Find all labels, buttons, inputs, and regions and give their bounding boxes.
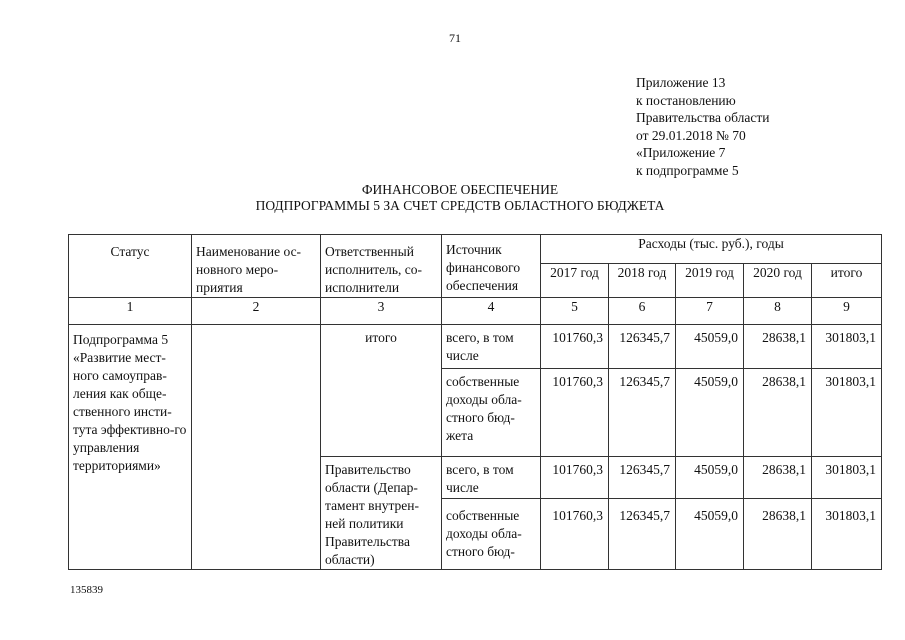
value-cell: 45059,0 bbox=[676, 369, 744, 457]
header-source: Источник финансового обеспечения bbox=[442, 235, 541, 298]
column-number: 5 bbox=[541, 298, 609, 325]
column-number: 7 bbox=[676, 298, 744, 325]
header-year-2020: 2020 год bbox=[744, 264, 812, 298]
column-number: 3 bbox=[321, 298, 442, 325]
financing-table bbox=[68, 234, 882, 570]
document-code: 135839 bbox=[70, 584, 103, 596]
header-total: итого bbox=[812, 264, 882, 298]
value-cell: 28638,1 bbox=[744, 457, 812, 499]
value-cell: 101760,3 bbox=[541, 325, 609, 369]
appendix-line: «Приложение 7 bbox=[636, 145, 726, 160]
value-cell: 45059,0 bbox=[676, 325, 744, 369]
column-number: 8 bbox=[744, 298, 812, 325]
value-cell: 28638,1 bbox=[744, 369, 812, 457]
appendix-line: к постановлению bbox=[636, 92, 736, 108]
appendix-line: к подпрограмме 5 bbox=[636, 162, 739, 178]
appendix-line: Правительства области bbox=[636, 110, 770, 125]
table-row bbox=[69, 325, 882, 369]
value-cell: 301803,1 bbox=[812, 457, 882, 499]
column-number: 6 bbox=[609, 298, 676, 325]
header-executor: Ответственный исполнитель, со-исполнители bbox=[321, 235, 442, 298]
header-expenses: Расходы (тыс. руб.), годы bbox=[541, 235, 882, 264]
title-line: ФИНАНСОВОЕ ОБЕСПЕЧЕНИЕ bbox=[361, 182, 559, 197]
header-status: Статус bbox=[69, 235, 192, 298]
value-cell: 126345,7 bbox=[609, 457, 676, 499]
value-cell: 301803,1 bbox=[812, 325, 882, 369]
column-number: 9 bbox=[812, 298, 882, 325]
column-number: 2 bbox=[192, 298, 321, 325]
header-year-2017: 2017 год bbox=[541, 264, 609, 298]
value-cell: 126345,7 bbox=[609, 498, 676, 569]
source-cell: собственные доходы обла-стного бюд- bbox=[442, 498, 541, 569]
page-number: 71 bbox=[449, 31, 461, 45]
status-cell: Подпрограмма 5 «Развитие мест-ного самоуправ-ления как обще-ственного инсти-тута эффективно-го управления территориями» bbox=[69, 325, 192, 570]
appendix-line: Приложение 13 bbox=[636, 75, 726, 90]
value-cell: 28638,1 bbox=[744, 325, 812, 369]
source-cell: всего, в том числе bbox=[442, 325, 541, 369]
document-title bbox=[160, 182, 760, 214]
value-cell: 301803,1 bbox=[812, 498, 882, 569]
value-cell: 101760,3 bbox=[541, 457, 609, 499]
executor-cell: Правительство области (Депар-тамент внутрен-ней политики Правительства области) bbox=[321, 457, 442, 570]
source-cell: всего, в том числе bbox=[442, 457, 541, 499]
value-cell: 28638,1 bbox=[744, 498, 812, 569]
value-cell: 101760,3 bbox=[541, 498, 609, 569]
name-cell bbox=[192, 325, 321, 570]
column-number: 4 bbox=[442, 298, 541, 325]
source-cell: собственные доходы обла-стного бюд-жета bbox=[442, 369, 541, 457]
header-year-2019: 2019 год bbox=[676, 264, 744, 298]
header-name: Наименование ос-новного меро-приятия bbox=[192, 235, 321, 298]
executor-cell: итого bbox=[321, 325, 442, 457]
title-line: ПОДПРОГРАММЫ 5 ЗА СЧЕТ СРЕДСТВ ОБЛАСТНОГО БЮДЖЕТА bbox=[255, 198, 665, 213]
value-cell: 45059,0 bbox=[676, 457, 744, 499]
value-cell: 126345,7 bbox=[609, 369, 676, 457]
appendix-note bbox=[636, 74, 769, 179]
column-number: 1 bbox=[69, 298, 192, 325]
value-cell: 126345,7 bbox=[609, 325, 676, 369]
value-cell: 101760,3 bbox=[541, 369, 609, 457]
value-cell: 45059,0 bbox=[676, 498, 744, 569]
value-cell: 301803,1 bbox=[812, 369, 882, 457]
appendix-line: от 29.01.2018 № 70 bbox=[636, 127, 746, 143]
header-year-2018: 2018 год bbox=[609, 264, 676, 298]
